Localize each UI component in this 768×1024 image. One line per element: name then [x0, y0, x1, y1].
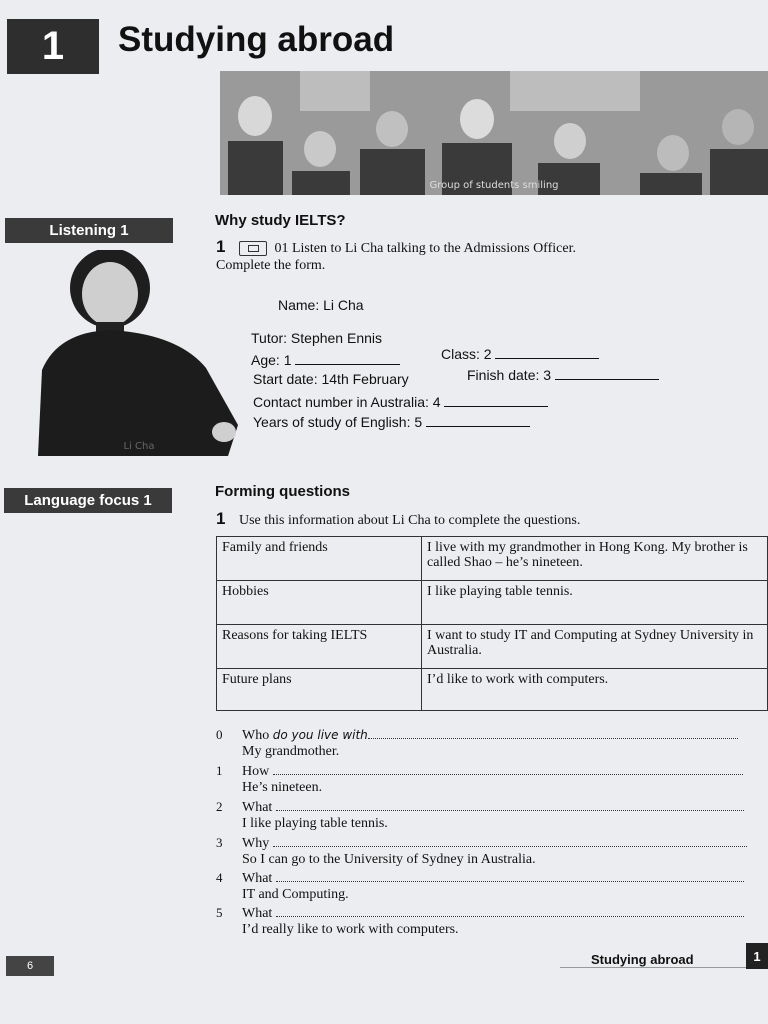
table-cell-info: I’d like to work with computers.: [422, 669, 768, 711]
language-focus-instruction: [216, 510, 756, 529]
question-item: [216, 799, 766, 832]
form-class-label: Class: 2: [441, 346, 492, 362]
table-cell-topic: Hobbies: [217, 581, 422, 625]
listening-instruction-text-2: Complete the form.: [216, 258, 326, 273]
question-word: What: [242, 906, 273, 921]
question-example-answer: do you live with: [272, 728, 368, 742]
question-blank: [273, 764, 743, 775]
unit-number-badge: 1: [7, 19, 99, 74]
section-tag-language-focus: Language focus 1: [4, 488, 172, 513]
group-photo-illustration: [220, 71, 768, 195]
portrait-illustration: [38, 250, 240, 456]
portrait-caption: Li Cha: [123, 441, 155, 452]
group-photo-caption: Group of students smiling: [429, 180, 559, 191]
form-finish-blank: [555, 367, 659, 380]
listening-instruction: [216, 238, 756, 274]
question-number: 1: [216, 763, 223, 778]
page-title: Studying abroad: [118, 20, 395, 59]
page-number: 6: [6, 956, 54, 976]
question-item: [216, 905, 766, 938]
question-number: 5: [216, 905, 223, 920]
footer-unit-badge: 1: [746, 943, 768, 969]
form-finish-label: Finish date: 3: [467, 367, 552, 383]
footer-title: Studying abroad: [591, 952, 694, 967]
question-answer: I’d really like to work with computers.: [242, 922, 459, 937]
question-blank: [368, 728, 738, 739]
form-age-row: [251, 352, 400, 368]
form-finish-row: [467, 367, 659, 383]
question-answer: So I can go to the University of Sydney in Australia.: [242, 852, 536, 867]
portrait-photo: [38, 250, 240, 456]
table-cell-topic: Reasons for taking IELTS: [217, 625, 422, 669]
question-answer: My grandmother.: [242, 744, 340, 759]
form-contact-label: Contact number in Australia: 4: [253, 394, 441, 410]
form-age-blank: [295, 352, 400, 365]
language-focus-heading: Forming questions: [215, 483, 350, 500]
table-cell-info: I like playing table tennis.: [422, 581, 768, 625]
form-age-label: Age: 1: [251, 352, 292, 368]
table-cell-info: I live with my grandmother in Hong Kong. My brother is called Shao – he’s nineteen.: [422, 537, 768, 581]
track-number: 01: [274, 241, 289, 256]
form-years-row: [253, 414, 530, 430]
info-table: [216, 536, 768, 711]
question-blank: [276, 871, 744, 882]
question-number: 3: [216, 835, 223, 850]
question-answer: He’s nineteen.: [242, 780, 323, 795]
question-answer: IT and Computing.: [242, 887, 349, 902]
listening-heading: Why study IELTS?: [215, 212, 346, 229]
table-row: [217, 625, 768, 669]
question-item: [216, 835, 766, 868]
form-name: Name: Li Cha: [278, 297, 364, 313]
task-number: 1: [216, 237, 226, 256]
question-word: Why: [242, 836, 270, 851]
listening-instruction-text: Listen to Li Cha talking to the Admissions Officer.: [291, 241, 576, 256]
question-word: What: [242, 800, 273, 815]
form-class-blank: [495, 346, 599, 359]
form-contact-blank: [444, 394, 548, 407]
cd-icon: [239, 241, 267, 256]
table-cell-topic: Family and friends: [217, 537, 422, 581]
table-row: [217, 669, 768, 711]
question-item: [216, 763, 766, 796]
form-tutor: Tutor: Stephen Ennis: [251, 330, 383, 346]
table-row: [217, 537, 768, 581]
table-cell-info: I want to study IT and Computing at Sydney University in Australia.: [422, 625, 768, 669]
question-number: 2: [216, 799, 223, 814]
section-tag-listening: Listening 1: [5, 218, 173, 243]
group-photo: [220, 71, 768, 195]
footer-divider: [560, 967, 746, 968]
question-blank: [273, 836, 747, 847]
question-number: 4: [216, 870, 223, 885]
form-years-blank: [426, 414, 530, 427]
form-class-row: [441, 346, 599, 362]
question-blank: [276, 800, 744, 811]
form-contact-row: [253, 394, 548, 410]
form-years-label: Years of study of English: 5: [253, 414, 423, 430]
table-row: [217, 581, 768, 625]
question-item: [216, 727, 766, 760]
table-cell-topic: Future plans: [217, 669, 422, 711]
question-number: 0: [216, 727, 223, 742]
question-word: What: [242, 871, 273, 886]
question-word: How: [242, 764, 270, 779]
question-blank: [276, 906, 744, 917]
question-word: Who: [242, 728, 270, 743]
task-number: 1: [216, 509, 226, 528]
question-answer: I like playing table tennis.: [242, 816, 388, 831]
question-item: [216, 870, 766, 903]
language-focus-instruction-text: Use this information about Li Cha to complete the questions.: [238, 513, 581, 528]
form-start-date: Start date: 14th February: [253, 371, 409, 387]
